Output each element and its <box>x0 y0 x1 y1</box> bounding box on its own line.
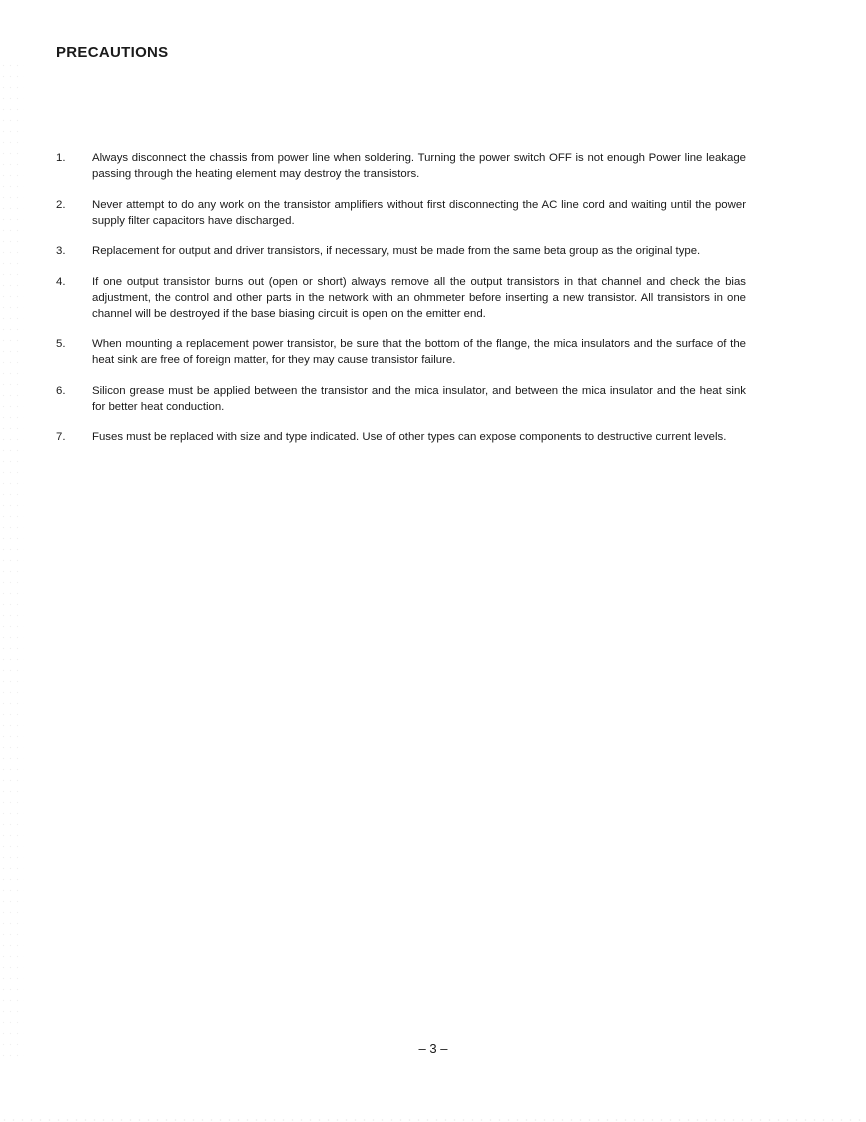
item-number: 5. <box>56 338 66 350</box>
item-text: When mounting a replacement power transistor, be sure that the bottom of the flange, the mica insulators and the surface of the heat sink are free of foreign matter, for they may cause transistor failure. <box>92 338 746 366</box>
item-number: 6. <box>56 384 66 397</box>
item-text: If one output transistor burns out (open or short) always remove all the output transistors in that channel and check the bias adjustment, the control and other parts in the network with an ohmmeter before inserting a new transistor. All transistors in one channel will be destroyed if the base biasing circuit is open on the emitter end. <box>92 275 746 320</box>
item-number: 7. <box>56 431 66 443</box>
item-text: Replacement for output and driver transistors, if necessary, must be made from the same beta group as the original type. <box>92 245 701 257</box>
item-number: 3. <box>56 245 66 257</box>
scan-bottom-artifact <box>0 1118 866 1122</box>
precaution-item-7 <box>56 429 746 445</box>
item-text: Always disconnect the chassis from power line when soldering. Turning the power switch OFF is not enough Power line leakage passing through the heating element may destroy the transistors. <box>92 152 746 180</box>
precaution-item-3 <box>56 243 746 259</box>
precautions-list <box>56 150 746 460</box>
item-number: 4. <box>56 275 66 288</box>
page-heading: PRECAUTIONS <box>56 44 169 61</box>
item-text: Never attempt to do any work on the transistor amplifiers without first disconnecting the AC line cord and waiting until the power supply filter capacitors have discharged. <box>92 198 746 227</box>
item-number: 2. <box>56 198 66 211</box>
precaution-item-2 <box>56 197 746 229</box>
precaution-item-6 <box>56 383 746 415</box>
scan-edge-artifact <box>0 60 24 1060</box>
item-number: 1. <box>56 152 66 164</box>
precaution-item-4 <box>56 274 746 322</box>
precaution-item-1 <box>56 150 746 182</box>
precaution-item-5 <box>56 336 746 368</box>
page-number: – 3 – <box>418 1041 448 1056</box>
item-text: Silicon grease must be applied between the transistor and the mica insulator, and between the mica insulator and the heat sink for better heat conduction. <box>92 384 746 413</box>
item-text: Fuses must be replaced with size and type indicated. Use of other types can expose components to destructive current levels. <box>92 431 727 443</box>
